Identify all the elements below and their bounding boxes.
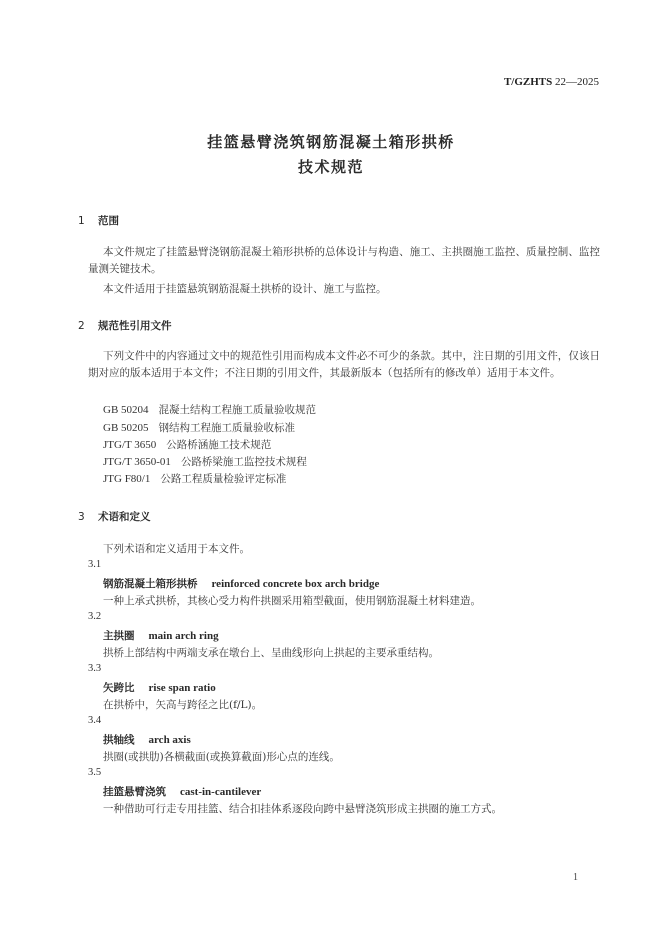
page-number: 1	[573, 872, 578, 883]
section-title: 规范性引用文件	[98, 320, 172, 332]
reference-title: 公路工程质量检验评定标准	[160, 473, 287, 485]
term-number: 3.4	[88, 715, 102, 726]
term-heading	[103, 576, 379, 591]
term-en: cast-in-cantilever	[180, 786, 262, 798]
standard-prefix: T/GZHTS	[503, 76, 553, 88]
reference-title: 公路桥涵施工技术规范	[166, 439, 272, 451]
term-number: 3.1	[88, 559, 102, 570]
term-number: 3.3	[88, 663, 102, 674]
paragraph: 本文件规定了挂篮悬臂浇钢筋混凝土箱形拱桥的总体设计与构造、施工、主拱圈施工监控、质量控制、监控量测关键技术。	[88, 246, 600, 275]
reference-code: GB 50205	[103, 422, 149, 434]
section-number: 2	[78, 320, 85, 332]
reference-item	[103, 471, 286, 486]
reference-code: GB 50204	[103, 404, 149, 416]
section-heading-terms	[78, 509, 151, 524]
section-number: 1	[78, 215, 85, 227]
standard-year: 22—2025	[555, 76, 599, 88]
term-definition: 拱圈(或拱肋)各横截面(或换算截面)形心点的连线。	[103, 751, 340, 763]
term-en: reinforced concrete box arch bridge	[211, 578, 380, 590]
reference-item	[103, 402, 316, 417]
reference-code: JTG F80/1	[103, 473, 151, 485]
term-number: 3.5	[88, 767, 102, 778]
term-definition: 一种上承式拱桥，其核心受力构件拱圈采用箱型截面，使用钢筋混凝土材料建造。	[103, 595, 481, 607]
term-heading	[103, 628, 219, 643]
section-heading-scope	[78, 213, 119, 228]
term-zh: 拱轴线	[103, 734, 135, 746]
term-definition: 一种借助可行走专用挂篮、结合扣挂体系逐段向跨中悬臂浇筑形成主拱圈的施工方式。	[103, 803, 502, 815]
term-zh: 钢筋混凝土箱形拱桥	[103, 578, 198, 590]
term-heading	[103, 784, 261, 799]
terms-intro: 下列术语和定义适用于本文件。	[103, 543, 250, 555]
reference-code: JTG/T 3650-01	[103, 456, 171, 468]
term-definition: 在拱桥中，矢高与跨径之比(f/L)。	[103, 699, 263, 711]
term-number: 3.2	[88, 611, 102, 622]
section-title: 术语和定义	[98, 511, 151, 523]
reference-item	[103, 420, 295, 435]
reference-item	[103, 437, 271, 452]
section-heading-normative-references	[78, 318, 172, 333]
reference-title: 公路桥梁施工监控技术规程	[180, 456, 307, 468]
term-zh: 主拱圈	[103, 630, 135, 642]
term-en: arch axis	[148, 734, 191, 746]
term-definition: 拱桥上部结构中两端支承在墩台上、呈曲线形向上拱起的主要承重结构。	[103, 647, 439, 659]
term-en: rise span ratio	[148, 682, 216, 694]
term-heading	[103, 680, 216, 695]
reference-item	[103, 454, 307, 469]
reference-title: 钢结构工程施工质量验收标准	[158, 422, 296, 434]
term-zh: 挂篮悬臂浇筑	[103, 786, 166, 798]
section-title: 范围	[98, 215, 119, 227]
term-heading	[103, 732, 191, 747]
term-en: main arch ring	[148, 630, 219, 642]
term-zh: 矢跨比	[103, 682, 135, 694]
document-title-line1: 挂篮悬臂浇筑钢筋混凝土箱形拱桥	[207, 133, 455, 151]
paragraph: 本文件适用于挂篮悬筑钢筋混凝土拱桥的设计、施工与监控。	[103, 283, 387, 295]
paragraph: 下列文件中的内容通过文中的规范性引用而构成本文件必不可少的条款。其中，注日期的引用文件，仅该日期对应的版本适用于本文件；不注日期的引用文件，其最新版本（包括所有的修改单）适用于本文件。	[88, 350, 600, 379]
reference-code: JTG/T 3650	[103, 439, 157, 451]
section-number: 3	[78, 511, 85, 523]
document-title-line2: 技术规范	[297, 158, 364, 176]
standard-number	[504, 76, 599, 88]
reference-title: 混凝土结构工程施工质量验收规范	[158, 404, 317, 416]
